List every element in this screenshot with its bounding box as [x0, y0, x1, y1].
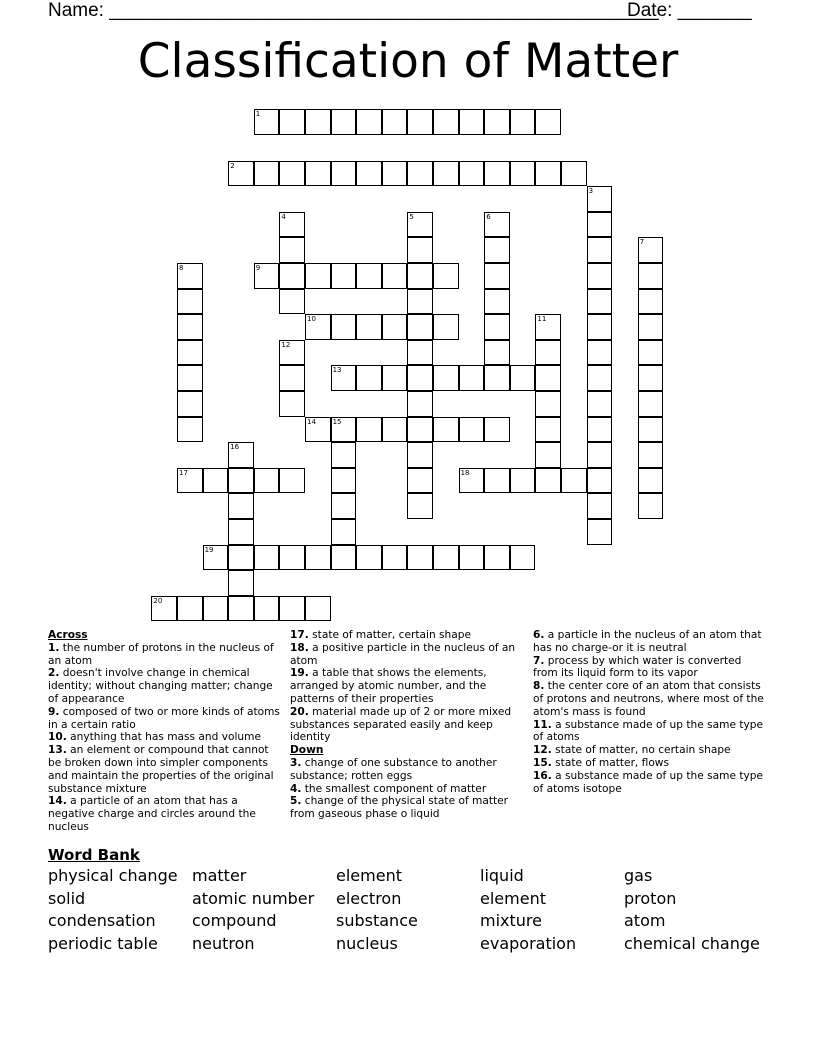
clue-number: 17 — [179, 468, 188, 477]
grid-cell[interactable] — [356, 314, 382, 340]
clue-number: 13. — [48, 744, 67, 757]
grid-cell[interactable] — [356, 263, 382, 289]
grid-cell[interactable] — [587, 237, 613, 263]
word-bank-item: element — [336, 866, 402, 885]
clue-number: 4. — [290, 782, 302, 795]
clues-column-1 — [48, 629, 280, 834]
word-bank-item: electron — [336, 888, 402, 908]
grid-cell[interactable] — [228, 442, 254, 468]
grid-cell[interactable] — [638, 468, 664, 494]
grid-cell[interactable] — [177, 340, 203, 366]
word-bank-item: substance — [336, 911, 418, 931]
clue-down — [533, 655, 769, 681]
grid-cell[interactable] — [151, 596, 177, 622]
clue-text: change of the physical state of matter from gaseous phase o liquid — [290, 795, 509, 821]
grid-cell[interactable] — [638, 340, 664, 366]
grid-cell[interactable] — [484, 161, 510, 187]
clue-number: 9. — [48, 705, 60, 718]
clue-number: 5 — [409, 212, 414, 221]
grid-cell[interactable] — [356, 545, 382, 571]
grid-cell[interactable] — [279, 340, 305, 366]
grid-cell[interactable] — [510, 545, 536, 571]
grid-cell[interactable] — [535, 391, 561, 417]
grid-cell[interactable] — [535, 161, 561, 187]
clue-number: 14 — [307, 417, 316, 426]
grid-cell[interactable] — [407, 212, 433, 238]
clue-number: 7. — [533, 654, 545, 667]
grid-cell[interactable] — [587, 468, 613, 494]
grid-cell[interactable] — [305, 545, 331, 571]
clue-number: 2. — [48, 667, 60, 680]
clue-across — [48, 744, 280, 795]
clue-across — [290, 642, 526, 668]
clue-number: 6 — [486, 212, 491, 221]
clue-down — [533, 744, 769, 757]
grid-cell[interactable] — [382, 109, 408, 135]
grid-cell[interactable] — [638, 493, 664, 519]
clue-text: state of matter, certain shape — [308, 629, 471, 641]
grid-cell[interactable] — [407, 545, 433, 571]
grid-cell[interactable] — [228, 468, 254, 494]
clue-number: 10 — [307, 315, 316, 324]
clue-down — [533, 680, 769, 718]
grid-cell[interactable] — [407, 417, 433, 443]
clue-number: 3 — [588, 187, 594, 196]
clue-number: 4 — [281, 212, 286, 221]
grid-cell[interactable] — [407, 365, 433, 391]
grid-cell[interactable] — [433, 161, 459, 187]
clue-text: change of one substance to another substance; rotten eggs — [290, 756, 497, 782]
grid-cell[interactable] — [484, 365, 510, 391]
grid-cell[interactable] — [587, 365, 613, 391]
clue-text: state of matter, flows — [551, 756, 669, 769]
clue-number: 11. — [533, 718, 552, 731]
clue-number: 20. — [290, 705, 309, 718]
grid-cell[interactable] — [228, 161, 254, 187]
clue-number: 13 — [332, 366, 342, 375]
word-bank-item: solid — [48, 888, 86, 908]
clue-number: 8. — [533, 680, 545, 693]
grid-cell[interactable] — [587, 442, 613, 468]
clue-number: 18. — [290, 641, 309, 654]
clues-column-2 — [290, 629, 526, 821]
grid-cell[interactable] — [305, 109, 331, 135]
grid-cell[interactable] — [484, 212, 510, 238]
grid-cell[interactable] — [587, 417, 613, 443]
grid-cell[interactable] — [331, 468, 357, 494]
grid-cell[interactable] — [279, 468, 305, 494]
clue-number: 12 — [281, 340, 291, 349]
grid-cell[interactable] — [638, 237, 664, 263]
grid-cell[interactable] — [382, 365, 408, 391]
grid-cell[interactable] — [638, 365, 664, 391]
page-title: Classification of Matter — [137, 34, 679, 89]
grid-cell[interactable] — [228, 519, 254, 545]
clue-number: 18 — [460, 468, 470, 477]
word-bank-item: condensation — [48, 911, 156, 931]
grid-cell[interactable] — [638, 391, 664, 417]
grid-cell[interactable] — [279, 289, 305, 315]
clue-text: a positive particle in the nucleus of an atom — [290, 641, 516, 667]
clue-number: 15 — [332, 417, 342, 426]
grid-cell[interactable] — [433, 417, 459, 443]
grid-cell[interactable] — [279, 263, 305, 289]
grid-cell[interactable] — [279, 161, 305, 187]
grid-cell[interactable] — [331, 519, 357, 545]
clue-across — [290, 706, 526, 744]
grid-cell[interactable] — [254, 596, 280, 622]
grid-cell[interactable] — [382, 161, 408, 187]
grid-cell[interactable] — [279, 365, 305, 391]
word-bank-item: matter — [192, 866, 247, 885]
grid-cell[interactable] — [331, 545, 357, 571]
clue-text: the number of protons in the nucleus of an atom — [48, 641, 274, 667]
grid-cell[interactable] — [459, 545, 485, 571]
grid-cell[interactable] — [407, 340, 433, 366]
grid-cell[interactable] — [638, 314, 664, 340]
clue-down — [533, 770, 769, 796]
clue-down — [533, 757, 769, 770]
grid-cell[interactable] — [279, 545, 305, 571]
grid-cell[interactable] — [433, 263, 459, 289]
grid-cell[interactable] — [356, 417, 382, 443]
word-bank-item: atom — [624, 911, 666, 931]
clue-number: 5. — [290, 795, 302, 808]
grid-cell[interactable] — [587, 263, 613, 289]
grid-cell[interactable] — [484, 289, 510, 315]
grid-cell[interactable] — [510, 109, 536, 135]
word-bank-item: evaporation — [480, 934, 577, 954]
grid-cell[interactable] — [254, 161, 280, 187]
grid-cell[interactable] — [254, 109, 280, 135]
grid-cell[interactable] — [331, 263, 357, 289]
word-bank-item: proton — [624, 888, 677, 908]
clue-text: anything that has mass and volume — [66, 731, 261, 744]
clue-across — [48, 642, 280, 668]
grid-cell[interactable] — [177, 596, 203, 622]
clue-text: a substance made of up the same type of atoms isotope — [533, 769, 763, 795]
grid-cell[interactable] — [433, 314, 459, 340]
grid-cell[interactable] — [587, 289, 613, 315]
grid-cell[interactable] — [382, 417, 408, 443]
clue-across — [48, 795, 280, 833]
clue-down — [533, 629, 769, 655]
clue-across — [48, 667, 280, 705]
grid-cell[interactable] — [254, 468, 280, 494]
word-bank — [48, 866, 768, 957]
clue-number: 14. — [48, 795, 67, 808]
grid-cell[interactable] — [331, 365, 357, 391]
grid-cell[interactable] — [407, 468, 433, 494]
clue-text: state of matter, no certain shape — [551, 744, 731, 757]
clue-number: 8 — [179, 264, 184, 272]
grid-cell[interactable] — [279, 391, 305, 417]
grid-cell[interactable] — [638, 289, 664, 315]
grid-cell[interactable] — [433, 545, 459, 571]
clue-text: material made up of 2 or more mixed substances separated easily and keep identity — [290, 705, 512, 744]
grid-cell[interactable] — [177, 468, 203, 494]
word-bank-item: physical change — [48, 866, 178, 885]
clue-text: an element or compound that cannot be broken down into simpler components and maintain the properties of the original substance mixture — [48, 744, 274, 795]
grid-cell[interactable] — [535, 365, 561, 391]
grid-cell[interactable] — [484, 417, 510, 443]
grid-cell[interactable] — [177, 391, 203, 417]
clue-down — [290, 757, 526, 783]
grid-cell[interactable] — [305, 161, 331, 187]
grid-cell[interactable] — [177, 289, 203, 315]
clue-number: 6. — [533, 629, 545, 641]
clue-text: a particle in the nucleus of an atom that has no charge-or it is neutral — [533, 629, 762, 654]
grid-cell[interactable] — [228, 570, 254, 596]
grid-cell[interactable] — [484, 340, 510, 366]
clue-across — [290, 667, 526, 705]
clue-text: process by which water is converted from its liquid form to its vapor — [533, 654, 742, 680]
clue-number: 15. — [533, 756, 552, 769]
grid-cell[interactable] — [203, 596, 229, 622]
grid-cell[interactable] — [331, 417, 357, 443]
grid-cell[interactable] — [638, 263, 664, 289]
grid-cell[interactable] — [254, 545, 280, 571]
grid-cell[interactable] — [254, 263, 280, 289]
clue-number: 12. — [533, 744, 552, 757]
clue-text: the center core of an atom that consists of protons and neutrons, where most of the atom's mass is found — [533, 680, 764, 718]
grid-cell[interactable] — [587, 314, 613, 340]
grid-cell[interactable] — [587, 493, 613, 519]
grid-cell[interactable] — [407, 314, 433, 340]
grid-cell[interactable] — [459, 365, 485, 391]
clue-text: a substance made of up the same type of atoms — [533, 718, 763, 744]
grid-cell[interactable] — [535, 468, 561, 494]
clue-number: 10. — [48, 731, 67, 744]
grid-cell[interactable] — [638, 417, 664, 443]
grid-cell[interactable] — [356, 109, 382, 135]
word-bank-item: liquid — [480, 866, 524, 885]
grid-cell[interactable] — [459, 417, 485, 443]
grid-cell[interactable] — [587, 340, 613, 366]
grid-cell[interactable] — [561, 161, 587, 187]
grid-cell[interactable] — [407, 237, 433, 263]
grid-cell[interactable] — [587, 186, 613, 212]
clue-text: composed of two or more kinds of atoms in a certain ratio — [48, 705, 280, 731]
grid-cell[interactable] — [382, 545, 408, 571]
grid-cell[interactable] — [331, 314, 357, 340]
grid-cell[interactable] — [484, 314, 510, 340]
clue-across — [290, 629, 526, 642]
word-bank-item: element — [480, 888, 546, 908]
clue-number: 3. — [290, 756, 302, 769]
word-bank-item: periodic table — [48, 934, 158, 954]
grid-cell[interactable] — [331, 493, 357, 519]
grid-cell[interactable] — [510, 468, 536, 494]
grid-cell[interactable] — [203, 468, 229, 494]
grid-cell[interactable] — [279, 212, 305, 238]
grid-cell[interactable] — [407, 109, 433, 135]
grid-cell[interactable] — [535, 442, 561, 468]
clue-across — [48, 731, 280, 744]
clue-number: 7 — [639, 238, 645, 247]
clue-text: doesn't involve change in chemical identity; without changing matter; change of appearance — [48, 667, 273, 705]
clue-number: 1. — [48, 641, 60, 654]
grid-cell[interactable] — [305, 314, 331, 340]
grid-cell[interactable] — [279, 109, 305, 135]
word-bank-item: chemical change — [624, 934, 760, 954]
clue-number: 2 — [230, 161, 235, 170]
grid-cell[interactable] — [535, 109, 561, 135]
grid-cell[interactable] — [459, 161, 485, 187]
grid-cell[interactable] — [407, 289, 433, 315]
grid-cell[interactable] — [177, 417, 203, 443]
grid-cell[interactable] — [484, 109, 510, 135]
grid-cell[interactable] — [484, 237, 510, 263]
clue-number: 9 — [255, 264, 261, 272]
grid-cell[interactable] — [459, 468, 485, 494]
grid-cell[interactable] — [407, 263, 433, 289]
word-bank-item: neutron — [192, 934, 255, 954]
clue-number: 19 — [204, 545, 214, 554]
grid-cell[interactable] — [177, 263, 203, 289]
clue-text: a table that shows the elements, arranged by atomic number, and the patterns of their properties — [290, 667, 487, 705]
grid-cell[interactable] — [587, 212, 613, 238]
grid-cell[interactable] — [535, 417, 561, 443]
grid-cell[interactable] — [177, 314, 203, 340]
grid-cell[interactable] — [587, 391, 613, 417]
clue-down — [533, 719, 769, 745]
grid-cell[interactable] — [587, 519, 613, 545]
clue-number: 11 — [537, 315, 547, 324]
word-bank-item: atomic number — [192, 888, 315, 908]
grid-cell[interactable] — [407, 442, 433, 468]
grid-cell[interactable] — [407, 493, 433, 519]
grid-cell[interactable] — [561, 468, 587, 494]
clue-across — [48, 706, 280, 732]
clue-number: 1 — [255, 110, 261, 119]
grid-cell[interactable] — [638, 442, 664, 468]
grid-cell[interactable] — [356, 161, 382, 187]
grid-cell[interactable] — [407, 391, 433, 417]
grid-cell[interactable] — [228, 493, 254, 519]
clue-text: a particle of an atom that has a negative charge and circles around the nucleus — [48, 795, 256, 833]
grid-cell[interactable] — [433, 365, 459, 391]
word-bank-title: Word Bank — [48, 846, 140, 864]
grid-cell[interactable] — [331, 109, 357, 135]
grid-cell[interactable] — [510, 161, 536, 187]
clue-number: 16 — [230, 443, 240, 452]
grid-cell[interactable] — [535, 314, 561, 340]
clue-number: 16. — [533, 769, 552, 782]
grid-cell[interactable] — [356, 365, 382, 391]
grid-cell[interactable] — [510, 365, 536, 391]
grid-cell[interactable] — [484, 263, 510, 289]
grid-cell[interactable] — [382, 314, 408, 340]
clue-down — [290, 795, 526, 821]
word-bank-item: nucleus — [336, 934, 398, 954]
grid-cell[interactable] — [331, 442, 357, 468]
grid-cell[interactable] — [484, 545, 510, 571]
grid-cell[interactable] — [228, 596, 254, 622]
clue-text: the smallest component of matter — [301, 782, 487, 795]
clue-number: 17. — [290, 629, 309, 641]
grid-cell[interactable] — [228, 545, 254, 571]
clue-down — [290, 783, 526, 796]
down-heading: Down — [290, 744, 324, 757]
clue-number: 19. — [290, 667, 309, 680]
word-bank-item: mixture — [480, 911, 542, 931]
grid-cell[interactable] — [279, 237, 305, 263]
grid-cell[interactable] — [459, 109, 485, 135]
name-field: Name: ____________________________________________________ — [48, 0, 659, 21]
grid-cell[interactable] — [177, 365, 203, 391]
grid-cell[interactable] — [305, 263, 331, 289]
grid-cell[interactable] — [279, 596, 305, 622]
grid-cell[interactable] — [433, 109, 459, 135]
grid-cell[interactable] — [305, 596, 331, 622]
across-heading: Across — [48, 629, 88, 641]
grid-cell[interactable] — [305, 417, 331, 443]
word-bank-item: compound — [192, 911, 277, 931]
grid-cell[interactable] — [535, 340, 561, 366]
clues-column-3 — [533, 629, 769, 795]
clue-number: 20 — [153, 596, 163, 605]
grid-cell[interactable] — [484, 468, 510, 494]
date-field: Date: _______ — [627, 0, 752, 21]
grid-cell[interactable] — [331, 161, 357, 187]
grid-cell[interactable] — [407, 161, 433, 187]
grid-cell[interactable] — [203, 545, 229, 571]
word-bank-item: gas — [624, 866, 653, 885]
grid-cell[interactable] — [382, 263, 408, 289]
